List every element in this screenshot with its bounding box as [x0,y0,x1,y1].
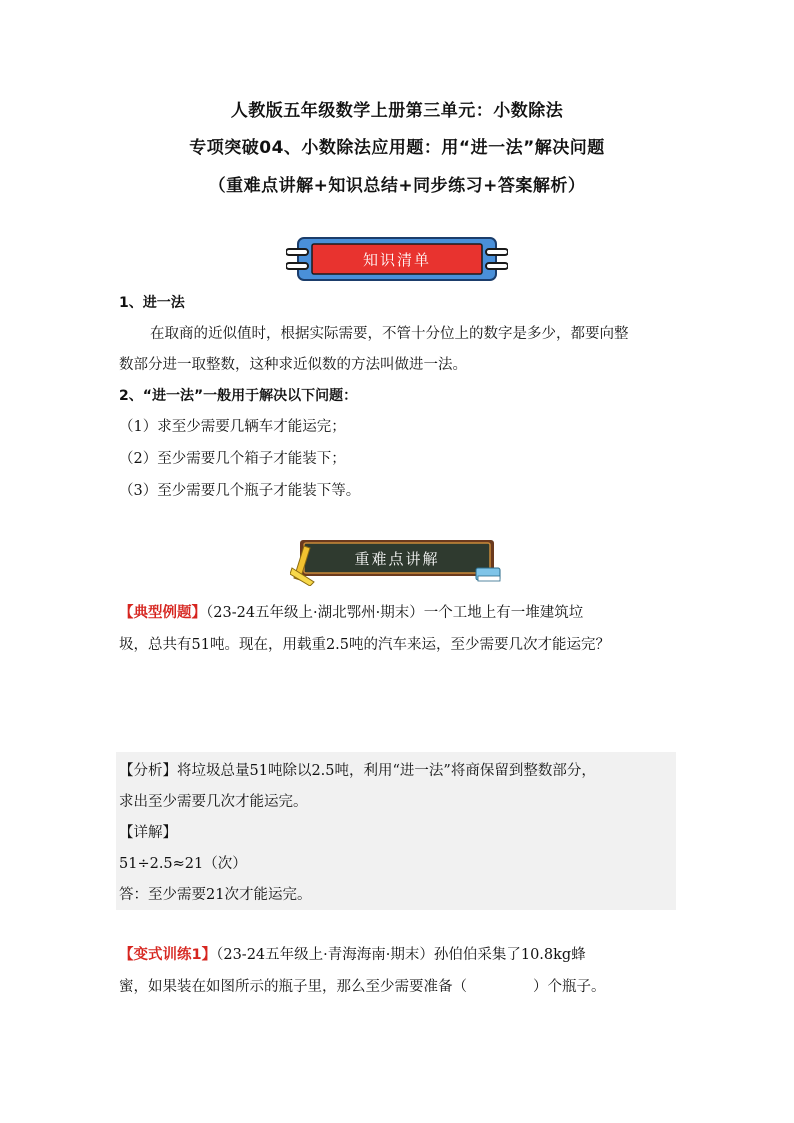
knowledge-heading-1: 1、进一法 [119,295,185,311]
book-icon [476,568,500,581]
example-text: （23-24五年级上·湖北鄂州·期末）一个工地上有一堆建筑垃 [206,605,584,621]
variant-line1 [119,944,586,966]
knowledge-list-item: （3）至少需要几个瓶子才能装下等。 [119,483,361,499]
key-points-banner [290,538,504,586]
knowledge-definition-line1: 在取商的近似值时，根据实际需要，不管十分位上的数字是多少，都要向整 [150,326,629,342]
example-tag: 【典型例题】 [119,605,206,621]
knowledge-heading-2: 2、“进一法”一般用于解决以下问题： [119,388,358,404]
analysis-line1: 【分析】将垃圾总量51吨除以2.5吨，利用“进一法”将商保留到整数部分， [119,763,596,779]
variant-text-a: 蜜，如果装在如图所示的瓶子里，那么至少需要准备（ [119,979,467,995]
example-line1 [119,602,583,624]
detail-label: 【详解】 [119,825,177,841]
variant-text: （23-24五年级上·青海海南·期末）孙伯伯采集了10.8kg蜂 [216,947,586,963]
knowledge-definition-line2: 数部分进一取整数，这种求近似数的方法叫做进一法。 [119,357,467,373]
variant-line2 [119,976,606,998]
variant-text-b: ）个瓶子。 [533,979,606,995]
knowledge-banner [286,236,508,282]
analysis-line2: 求出至少需要几次才能运完。 [119,794,308,810]
knowledge-banner-label: 知识清单 [362,251,432,269]
document-title-line1: 人教版五年级数学上册第三单元：小数除法 [230,101,564,121]
document-title-line3: （重难点讲解+知识总结+同步练习+答案解析） [208,176,586,196]
knowledge-list-item: （2）至少需要几个箱子才能装下； [119,451,346,467]
key-points-banner-label: 重难点讲解 [354,550,440,568]
example-line2: 圾，总共有51吨。现在，用载重2.5吨的汽车来运，至少需要几次才能运完？ [119,637,611,653]
variant-tag: 【变式训练1】 [119,947,217,963]
knowledge-list-item: （1）求至少需要几辆车才能运完； [119,419,346,435]
solution-equation: 51÷2.5≈21（次） [119,856,247,872]
document-title-line2: 专项突破04、小数除法应用题：用“进一法”解决问题 [189,138,605,158]
solution-answer: 答：至少需要21次才能运完。 [119,887,312,903]
